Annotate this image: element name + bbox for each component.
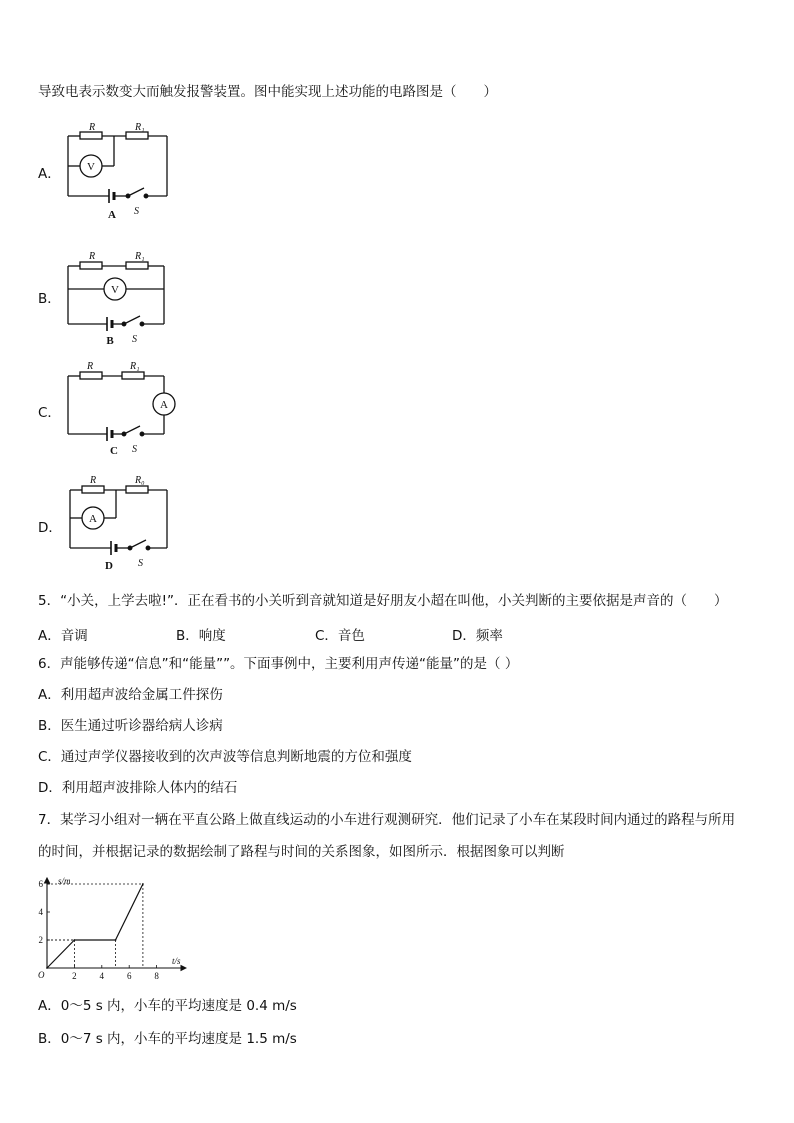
q6-option-b: B．医生通过听诊器给病人诊病 xyxy=(38,718,223,734)
figure-caption-c: C xyxy=(110,445,118,457)
q4-option-a-label: A． xyxy=(38,166,61,182)
y-tick-label: 2 xyxy=(38,935,43,945)
y-axis-label: s/m xyxy=(58,876,71,886)
resistor-r-label: R xyxy=(89,251,96,262)
q6-stem: 6．声能够传递“信息”和“能量””。下面事例中，主要利用声传递“能量”的是（ ） xyxy=(38,656,519,672)
q5-option-c: C．音色 xyxy=(315,628,365,644)
y-tick-label: 6 xyxy=(38,879,43,889)
resistor-r1-label: R₁ xyxy=(130,361,140,372)
circuit-diagram-c xyxy=(60,360,190,460)
circuit-diagram-d xyxy=(60,472,180,572)
data-point xyxy=(115,939,117,941)
q5-option-d: D．频率 xyxy=(452,628,503,644)
figure-caption-a: A xyxy=(108,209,116,221)
switch-s-label: S xyxy=(132,444,137,455)
voltmeter-icon: V xyxy=(111,284,119,296)
figure-caption-b: B xyxy=(106,335,114,347)
y-tick-label: 4 xyxy=(38,907,43,917)
switch-s-label: S xyxy=(134,206,139,217)
q6-option-d: D．利用超声波排除人体内的结石 xyxy=(38,780,238,796)
q7-stem-line2: 的时间，并根据记录的数据绘制了路程与时间的关系图象，如图所示．根据图象可以判断 xyxy=(38,844,565,860)
resistor-r0-label: R₀ xyxy=(135,475,145,486)
q5-option-b: B．响度 xyxy=(176,628,226,644)
q5-option-a: A．音调 xyxy=(38,628,88,644)
q6-option-c: C．通过声学仪器接收到的次声波等信息判断地震的方位和强度 xyxy=(38,749,412,765)
resistor-r-label: R xyxy=(89,122,96,133)
q5-stem: 5．“小关，上学去啦!”．正在看书的小关听到音就知道是好朋友小超在叫他，小关判断的主要依据是声音的（ ） xyxy=(38,593,728,609)
series-segment xyxy=(47,940,74,968)
q7-option-a: A．0～5 s 内，小车的平均速度是 0.4 m/s xyxy=(38,998,297,1014)
circuit-diagram-b xyxy=(60,248,180,348)
x-tick-label: 8 xyxy=(154,971,159,981)
q4-stem-tail: 导致电表示数变大而触发报警装置。图中能实现上述功能的电路图是（ ） xyxy=(38,84,497,100)
origin-label: O xyxy=(38,970,45,980)
q4-option-d-label: D． xyxy=(38,520,62,536)
data-point xyxy=(74,939,76,941)
data-point xyxy=(46,967,48,969)
x-axis-label: t/s xyxy=(172,956,181,966)
q6-option-a: A．利用超声波给金属工件探伤 xyxy=(38,687,223,703)
data-point xyxy=(142,883,144,885)
x-tick-label: 4 xyxy=(99,971,105,981)
x-tick-label: 2 xyxy=(72,971,77,981)
figure-caption-d: D xyxy=(105,560,113,572)
distance-time-graph xyxy=(30,872,200,987)
circuit-diagram-a xyxy=(60,122,180,222)
switch-s-label: S xyxy=(138,558,143,569)
resistor-r-label: R xyxy=(87,361,94,372)
ammeter-icon: A xyxy=(89,513,97,525)
q4-option-b-label: B． xyxy=(38,291,61,307)
ammeter-icon: A xyxy=(160,399,168,411)
voltmeter-icon: V xyxy=(87,161,95,173)
resistor-r1-label: R₁ xyxy=(135,122,145,133)
switch-s-label: S xyxy=(132,334,137,345)
q4-option-c-label: C． xyxy=(38,405,61,421)
x-tick-label: 6 xyxy=(126,971,132,981)
series-segment xyxy=(116,884,143,940)
q7-stem-line1: 7．某学习小组对一辆在平直公路上做直线运动的小车进行观测研究．他们记录了小车在某段时间内通过的路程与所用 xyxy=(38,812,736,828)
resistor-r-label: R xyxy=(90,475,97,486)
resistor-r1-label: R₁ xyxy=(135,251,145,262)
q7-option-b: B．0～7 s 内，小车的平均速度是 1.5 m/s xyxy=(38,1031,297,1047)
